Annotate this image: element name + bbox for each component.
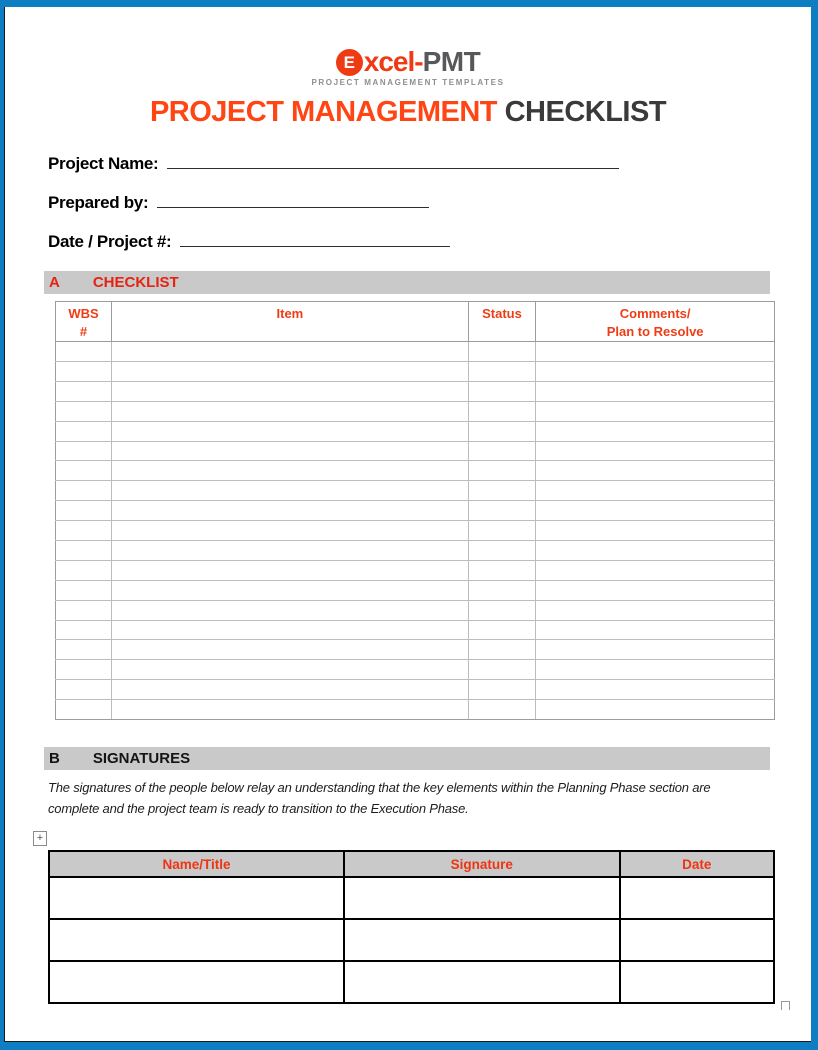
checklist-cell[interactable] — [56, 381, 112, 401]
signature-cell[interactable] — [620, 961, 774, 1003]
checklist-cell[interactable] — [536, 541, 775, 561]
checklist-cell[interactable] — [468, 342, 536, 362]
checklist-cell[interactable] — [536, 700, 775, 720]
checklist-cell[interactable] — [536, 660, 775, 680]
checklist-cell[interactable] — [112, 361, 469, 381]
checklist-cell[interactable] — [468, 580, 536, 600]
date-project-number-field — [48, 228, 450, 252]
checklist-cell[interactable] — [56, 600, 112, 620]
checklist-cell[interactable] — [112, 342, 469, 362]
signature-cell[interactable] — [344, 877, 620, 919]
checklist-cell[interactable] — [112, 680, 469, 700]
excel-pmt-logo — [5, 48, 811, 87]
checklist-cell[interactable] — [112, 700, 469, 720]
checklist-table-body — [56, 342, 775, 720]
checklist-cell[interactable] — [56, 521, 112, 541]
signature-table-body — [49, 877, 774, 1003]
checklist-cell[interactable] — [468, 501, 536, 521]
checklist-cell[interactable] — [112, 660, 469, 680]
checklist-cell[interactable] — [536, 421, 775, 441]
checklist-cell[interactable] — [468, 680, 536, 700]
checklist-cell[interactable] — [56, 580, 112, 600]
checklist-cell[interactable] — [112, 580, 469, 600]
checklist-cell[interactable] — [468, 381, 536, 401]
checklist-cell[interactable] — [468, 421, 536, 441]
title-dark-part: CHECKLIST — [504, 96, 667, 128]
checklist-cell[interactable] — [112, 541, 469, 561]
checklist-row — [56, 600, 775, 620]
checklist-cell[interactable] — [112, 600, 469, 620]
project-name-field — [48, 150, 619, 174]
logo-circle-icon: E — [336, 49, 363, 76]
checklist-cell[interactable] — [112, 381, 469, 401]
signature-header-date: Date — [620, 851, 774, 877]
checklist-row — [56, 700, 775, 720]
checklist-cell[interactable] — [56, 660, 112, 680]
checklist-cell[interactable] — [468, 521, 536, 541]
signature-cell[interactable] — [49, 877, 344, 919]
prepared-by-label: Prepared by: — [48, 193, 149, 212]
checklist-cell[interactable] — [56, 441, 112, 461]
checklist-row — [56, 560, 775, 580]
checklist-cell[interactable] — [468, 560, 536, 580]
checklist-cell[interactable] — [468, 441, 536, 461]
checklist-cell[interactable] — [56, 361, 112, 381]
checklist-header-status: Status — [468, 302, 536, 342]
checklist-cell[interactable] — [536, 441, 775, 461]
checklist-cell[interactable] — [112, 560, 469, 580]
checklist-cell[interactable] — [468, 541, 536, 561]
checklist-cell[interactable] — [468, 361, 536, 381]
page-title — [5, 96, 811, 129]
section-b-header — [44, 747, 770, 770]
signature-cell[interactable] — [344, 919, 620, 961]
signature-table — [48, 850, 775, 1004]
page-inner-frame — [4, 7, 811, 1042]
signature-cell[interactable] — [49, 919, 344, 961]
checklist-cell[interactable] — [536, 461, 775, 481]
table-move-handle-icon[interactable]: + — [33, 831, 47, 846]
signature-cell[interactable] — [620, 919, 774, 961]
section-a-header — [44, 271, 770, 294]
logo-brand-gray: PMT — [422, 46, 481, 77]
signature-header-signature: Signature — [344, 851, 620, 877]
checklist-row — [56, 342, 775, 362]
checklist-cell[interactable] — [112, 620, 469, 640]
checklist-cell[interactable] — [112, 461, 469, 481]
checklist-cell[interactable] — [536, 620, 775, 640]
checklist-header-wbs: WBS # — [56, 302, 112, 342]
checklist-row — [56, 660, 775, 680]
checklist-row — [56, 680, 775, 700]
checklist-cell[interactable] — [56, 640, 112, 660]
checklist-header-row — [56, 302, 775, 342]
table-resize-handle-icon[interactable] — [781, 1001, 790, 1010]
checklist-cell[interactable] — [56, 620, 112, 640]
checklist-row — [56, 541, 775, 561]
checklist-cell[interactable] — [536, 381, 775, 401]
section-a-letter: A — [49, 274, 60, 291]
logo-brand-orange: xcel- — [363, 46, 423, 77]
checklist-row — [56, 381, 775, 401]
checklist-cell[interactable] — [112, 640, 469, 660]
signature-cell[interactable] — [620, 877, 774, 919]
section-a-title: CHECKLIST — [92, 274, 179, 291]
checklist-table — [55, 301, 775, 720]
checklist-row — [56, 401, 775, 421]
checklist-row — [56, 521, 775, 541]
project-name-label: Project Name: — [48, 154, 159, 173]
date-project-number-label: Date / Project #: — [48, 232, 172, 251]
checklist-cell[interactable] — [112, 401, 469, 421]
checklist-cell[interactable] — [56, 421, 112, 441]
checklist-cell[interactable] — [468, 700, 536, 720]
checklist-row — [56, 461, 775, 481]
checklist-header-comments: Comments/ Plan to Resolve — [536, 302, 775, 342]
checklist-cell[interactable] — [536, 521, 775, 541]
checklist-cell[interactable] — [56, 680, 112, 700]
checklist-cell[interactable] — [468, 401, 536, 421]
signature-cell[interactable] — [344, 961, 620, 1003]
checklist-cell[interactable] — [56, 401, 112, 421]
checklist-row — [56, 421, 775, 441]
checklist-cell[interactable] — [112, 501, 469, 521]
checklist-cell[interactable] — [468, 481, 536, 501]
checklist-cell[interactable] — [56, 342, 112, 362]
checklist-row — [56, 481, 775, 501]
checklist-cell[interactable] — [536, 680, 775, 700]
checklist-cell[interactable] — [112, 421, 469, 441]
checklist-cell[interactable] — [112, 441, 469, 461]
signature-row — [49, 961, 774, 1003]
project-name-input-line[interactable] — [167, 150, 619, 169]
checklist-cell[interactable] — [112, 521, 469, 541]
checklist-row — [56, 640, 775, 660]
checklist-cell[interactable] — [56, 501, 112, 521]
date-project-number-input-line[interactable] — [180, 228, 450, 247]
checklist-row — [56, 580, 775, 600]
checklist-header-item: Item — [112, 302, 469, 342]
logo-subtitle: PROJECT MANAGEMENT TEMPLATES — [311, 78, 505, 87]
checklist-cell[interactable] — [56, 481, 112, 501]
checklist-row — [56, 361, 775, 381]
checklist-cell[interactable] — [536, 342, 775, 362]
checklist-cell[interactable] — [468, 660, 536, 680]
checklist-cell[interactable] — [536, 361, 775, 381]
signature-header-name-title: Name/Title — [49, 851, 344, 877]
signature-header-row — [49, 851, 774, 877]
prepared-by-field — [48, 189, 429, 213]
checklist-cell[interactable] — [56, 461, 112, 481]
checklist-row — [56, 441, 775, 461]
checklist-cell[interactable] — [536, 600, 775, 620]
checklist-cell[interactable] — [468, 620, 536, 640]
title-orange-part: PROJECT MANAGEMENT — [149, 96, 498, 128]
checklist-cell[interactable] — [56, 700, 112, 720]
checklist-cell[interactable] — [536, 580, 775, 600]
checklist-cell[interactable] — [536, 640, 775, 660]
signatures-note: The signatures of the people below relay an understanding that the key elements within the Planning Phase section are complete and the project team is ready to transition to the Execution Phase. — [48, 780, 711, 816]
checklist-cell[interactable] — [468, 461, 536, 481]
signature-row — [49, 919, 774, 961]
signature-cell[interactable] — [49, 961, 344, 1003]
prepared-by-input-line[interactable] — [157, 189, 429, 208]
signature-row — [49, 877, 774, 919]
section-b-letter: B — [49, 750, 60, 767]
checklist-cell[interactable] — [468, 600, 536, 620]
checklist-row — [56, 501, 775, 521]
checklist-row — [56, 620, 775, 640]
checklist-cell[interactable] — [56, 541, 112, 561]
checklist-cell[interactable] — [56, 560, 112, 580]
checklist-cell[interactable] — [536, 501, 775, 521]
checklist-cell[interactable] — [536, 560, 775, 580]
checklist-cell[interactable] — [112, 481, 469, 501]
checklist-cell[interactable] — [536, 401, 775, 421]
checklist-cell[interactable] — [536, 481, 775, 501]
section-b-title: SIGNATURES — [92, 750, 191, 767]
checklist-cell[interactable] — [468, 640, 536, 660]
